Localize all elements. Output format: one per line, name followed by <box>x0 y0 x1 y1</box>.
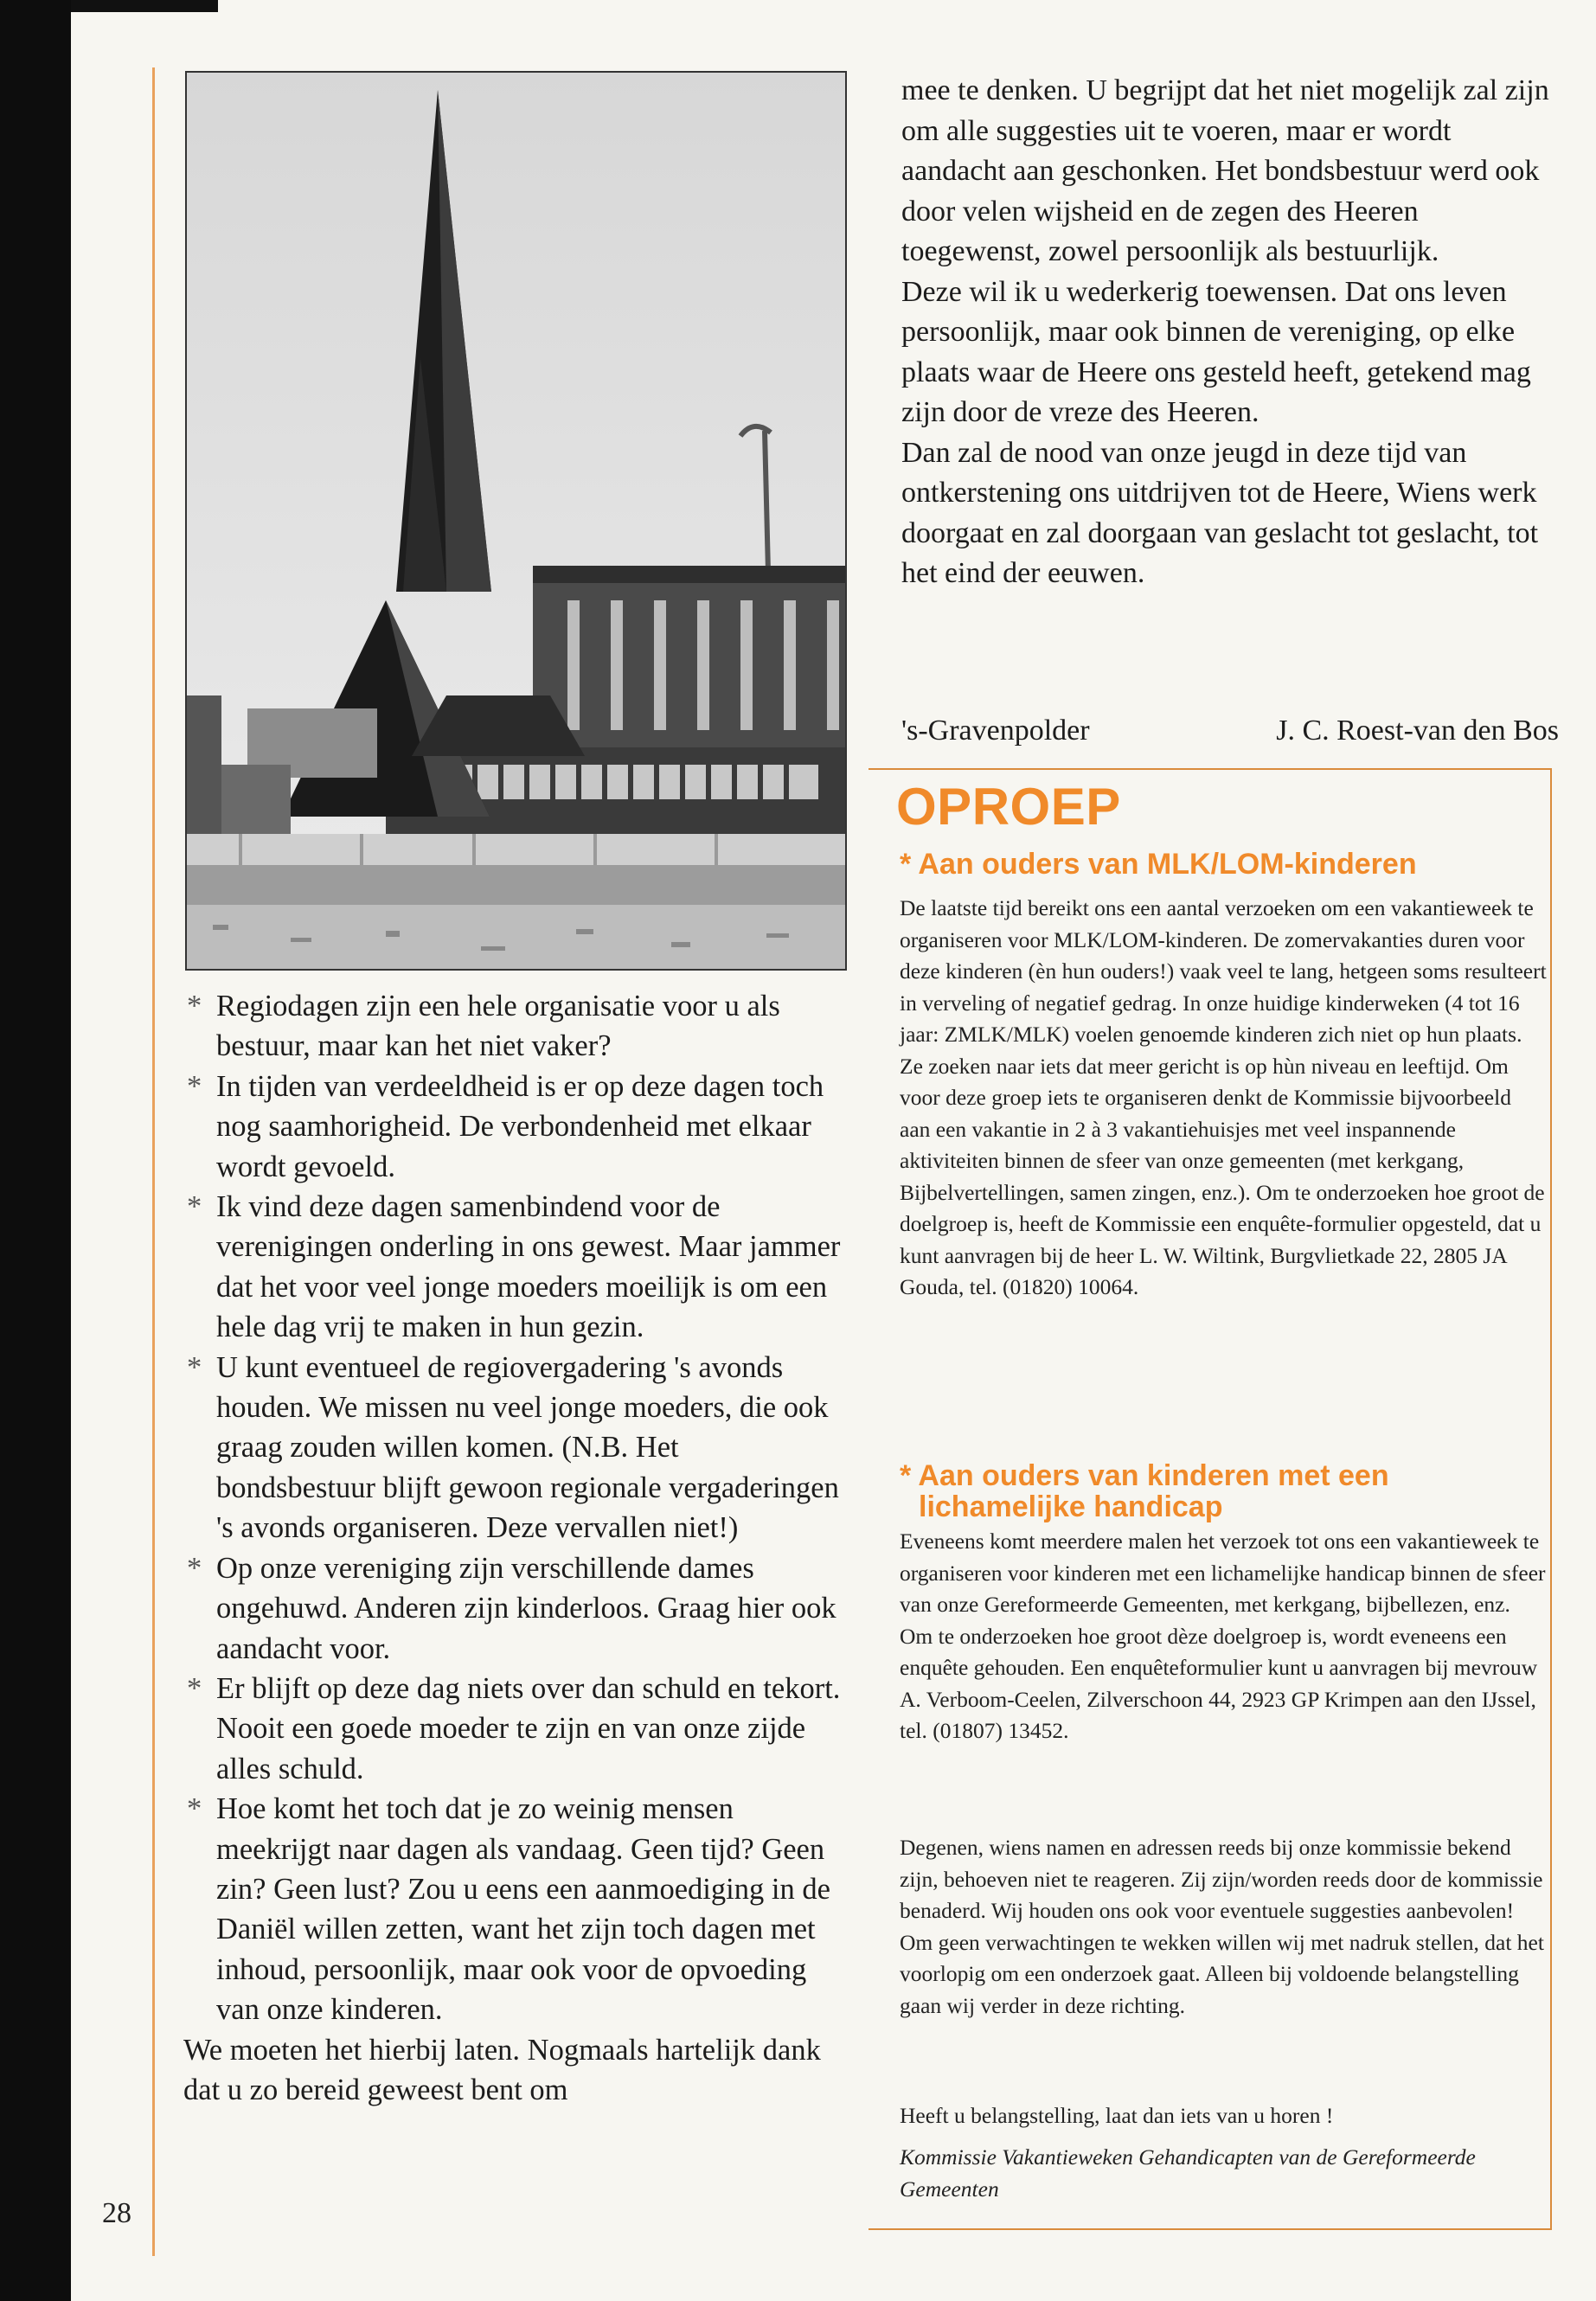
left-column-text <box>183 986 841 2110</box>
section-text-interest: Heeft u belangstelling, laat dan iets van u horen ! <box>900 2103 1334 2128</box>
comment-bullet: * Er blijft op deze dag niets over dan schuld en tekort. Nooit een goede moeder te zijn en van onze zijde alles schuld. <box>183 1669 841 1789</box>
body-paragraph: Dan zal de nood van onze jeugd in deze tijd van ontkerstening ons uitdrijven tot de Heere, Wiens werk doorgaat en zal doorgaan van geslacht tot geslacht, tot het eind der eeuwen. <box>901 436 1539 589</box>
right-column-text <box>901 71 1561 594</box>
committee-signature: Kommissie Vakantieweken Gehandicapten van de Gereformeerde Gemeenten <box>900 2144 1476 2202</box>
top-edge-mark <box>71 0 218 12</box>
signature-line <box>901 715 1559 747</box>
closing-paragraph: We moeten het hierbij laten. Nogmaals hartelijk dank dat u zo bereid geweest bent om <box>183 2033 821 2106</box>
section-heading-mlk: * Aan ouders van MLK/LOM-kinderen <box>900 848 1417 881</box>
signature-author: J. C. Roest-van den Bos <box>1276 715 1559 747</box>
margin-rule <box>152 67 155 2256</box>
church-illustration <box>187 73 845 969</box>
body-paragraph: Deze wil ik u wederkerig toewensen. Dat ons leven persoonlijk, maar ook binnen de vereniging, op elke plaats waar de Heere ons gesteld heeft, getekend mag zijn door de vreze des Heeren. <box>901 275 1531 428</box>
comment-bullet: * Regiodagen zijn een hele organisatie voor u als bestuur, maar kan het niet vaker? <box>183 986 841 1067</box>
comment-bullet: * Ik vind deze dagen samenbindend voor de verenigingen onderling in ons gewest. Maar jammer dat het voor veel jonge moeders moeilijk is om een hele dag vrij te maken in hun gezin. <box>183 1187 841 1348</box>
signature-place: 's-Gravenpolder <box>901 715 1090 747</box>
section-text-handicap: Eveneens komt meerdere malen het verzoek tot ons een vakantieweek te organiseren voor kinderen met een lichamelijke handicap binnen de sfeer van onze Gereformeerde Gemeenten, met kerkgang, bijbellezen, enz. Om te onderzoeken hoe groot dèze doelgroep is, wordt eveneens een enquête gehouden. Een enquêteformulier kunt u aanvragen bij mevrouw A. Verboom-Ceelen, Zilverschoon 44, 2923 GP Krimpen aan den IJssel, tel. (01807) 13452. <box>900 1529 1546 1743</box>
comment-bullet: * In tijden van verdeeldheid is er op deze dagen toch nog saamhorigheid. De verbondenheid met elkaar wordt gevoeld. <box>183 1067 841 1187</box>
section-text-notice: Degenen, wiens namen en adressen reeds bij onze kommissie bekend zijn, behoeven niet te reageren. Zij zijn/worden reeds door de kommissie benaderd. Wij houden ons ook voor eventuele suggesties aanbevolen! Om geen verwachtingen te wekken willen wij met nadruk stellen, dat het voorlopig om een onderzoek gaat. Alleen bij voldoende belangstelling gaan wij verder in deze richting. <box>900 1835 1544 2018</box>
section-text-mlk: De laatste tijd bereikt ons een aantal verzoeken om een vakantieweek te organiseren voor MLK/LOM-kinderen. De zomervakanties duren voor deze kinderen (èn hun ouders!) vaak veel te lang, hetgeen soms resulteert in verveling of negatief gedrag. In onze huidige kinderweken (4 tot 16 jaar: ZMLK/MLK) voelen genoemde kinderen zich niet op hun plaats. Ze zoeken naar iets dat meer gericht is op hùn niveau en leeftijd. Om voor deze groep iets te organiseren denkt de Kommissie bijvoorbeeld aan een vakantie in 2 à 3 vakantiehuisjes met veel inspannende aktiviteiten binnen de sfeer van onze gemeenten (met kerkgang, Bijbelvertellingen, samen zingen, enz.). Om te onderzoeken hoe groot de doelgroep is, heeft de Kommissie een enquête-formulier opgesteld, dat u kunt aanvragen bij de heer L. W. Wiltink, Burgvlietkade 22, 2805 JA Gouda, tel. (01820) 10064. <box>900 895 1547 1299</box>
asterisk-marker: * <box>187 1350 202 1384</box>
asterisk-marker: * <box>187 1792 202 1826</box>
asterisk-marker: * <box>187 1190 202 1224</box>
comment-bullet: * U kunt eventueel de regiovergadering 's avonds houden. We missen nu veel jonge moeders, die ook graag zouden willen komen. (N.B. Het bondsbestuur blijft gewoon regionale vergaderingen 's avonds organiseren. Deze vervallen niet!) <box>183 1348 841 1548</box>
asterisk-marker: * <box>187 1671 202 1705</box>
page-edge-bar <box>0 0 71 2301</box>
asterisk-marker: * <box>187 1069 202 1103</box>
asterisk-marker: * <box>187 990 202 1022</box>
body-paragraph: mee te denken. U begrijpt dat het niet mogelijk zal zijn om alle suggesties uit te voeren, maar er wordt aandacht aan geschonken. Het bondsbestuur werd ook door velen wijsheid en de zegen des Heeren toegewenst, zowel persoonlijk als bestuurlijk. <box>901 74 1549 267</box>
church-photo <box>185 71 847 971</box>
comment-bullet: * Op onze vereniging zijn verschillende dames ongehuwd. Anderen zijn kinderloos. Graag hier ook aandacht voor. <box>183 1548 841 1669</box>
asterisk-marker: * <box>187 1551 202 1585</box>
comment-bullet: * Hoe komt het toch dat je zo weinig mensen meekrijgt naar dagen als vandaag. Geen tijd? Geen zin? Geen lust? Zou u eens een aanmoediging in de Daniël willen zetten, want het zijn toch dagen met inhoud, persoonlijk, maar ook voor de opvoeding van onze kinderen. <box>183 1789 841 2029</box>
oproep-title: OPROEP <box>896 778 1121 836</box>
page-number: 28 <box>102 2197 131 2229</box>
section-heading-handicap: * Aan ouders van kinderen met een lichamelijke handicap <box>900 1459 1389 1523</box>
